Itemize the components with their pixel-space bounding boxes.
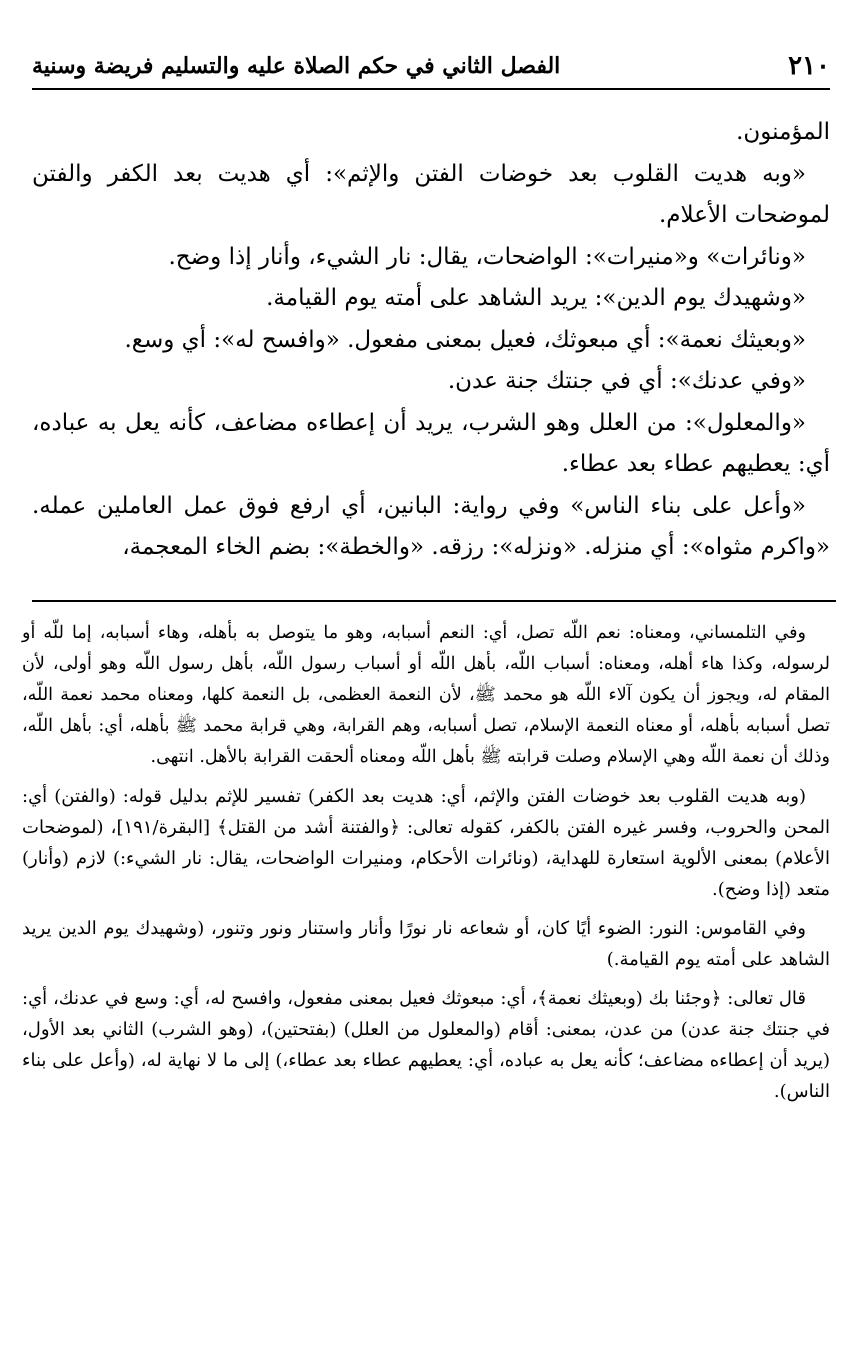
commentary-text [22,618,830,1107]
main-paragraph: «ونائرات» و«منيرات»: الواضحات، يقال: نار الشيء، وأنار إذا وضح. [168,243,806,270]
main-paragraph: «وفي عدنك»: أي في جنتك جنة عدن. [447,368,806,394]
main-paragraph: «وأعل على بناء الناس» وفي رواية: البانين، أي ارفع فوق عمل العاملين عمله. «واكرم مثواه»: أي منزله. «ونزله»: رزقه. «والخطة»: بضم الخاء المعجمة، [32,492,830,560]
section-divider [32,600,836,602]
page-number: ٢١٠ [788,51,830,81]
commentary-paragraph: قال تعالى: ﴿وجئنا بك (وبعيثك نعمة﴾، أي: مبعوثك فعيل بمعنى مفعول، وافسح له، أي: وسع في عدنك، أي: في جنتك جنة عدن) من عدن، بمعنى: أقام (والمعلول من العلل) (بفتحتين)، (وهو الشرب) الثاني بعد الأول، (يريد أن إعطاءه مضاعف؛ كأنه يعل به عباده، أي: يعطيهم عطاء بعد عطاء،) إلى ما لا نهاية له، (وأعل على بناء الناس). [22,988,830,1102]
page-header [32,44,830,90]
main-text [32,112,830,569]
commentary-paragraph: وفي القاموس: النور: الضوء أيًا كان، أو شعاعه نار نورًا وأنار واستنار ونور وتنور، (وشهيدك يوم الدين يريد الشاهد على أمته يوم القيامة.) [22,918,830,970]
main-paragraph: «والمعلول»: من العلل وهو الشرب، يريد أن إعطاءه مضاعف، كأنه يعل به عباده، أي: يعطيهم عطاء بعد عطاء. [32,409,830,477]
main-paragraph: «وشهيدك يوم الدين»: يريد الشاهد على أمته يوم القيامة. [266,285,806,311]
commentary-paragraph: (وبه هديت القلوب بعد خوضات الفتن والإثم، أي: هديت بعد الكفر) تفسير للإثم بدليل قوله: (والفتن) أي: المحن والحروب، وفسر غيره الفتن بالكفر، كقوله تعالى: ﴿والفتنة أشد من القتل﴾ [البقرة/١٩١]، (لموضحات الأعلام) بمعنى الألوية استعارة للهداية، (ونائرات الأحكام، ومنيرات الواضحات، يقال: نار الشيء:) لازم (وأنار) متعد (إذا وضح). [22,786,830,900]
main-paragraph: «وبه هديت القلوب بعد خوضات الفتن والإثم»: أي هديت بعد الكفر والفتن لموضحات الأعلام. [32,160,830,228]
main-paragraph: «وبعيثك نعمة»: أي مبعوثك، فعيل بمعنى مفعول. «وافسح له»: أي وسع. [124,326,806,353]
running-title: الفصل الثاني في حكم الصلاة عليه والتسليم فريضة وسنية [32,53,561,79]
commentary-paragraph: وفي التلمساني، ومعناه: نعم اللّه تصل، أي: النعم أسبابه، وهو ما يتوصل به بأهله، وهاء أسبابه، إما للّه أو لرسوله، وكذا هاء أهله، ومعناه: أسباب اللّه، بأهل اللّه أو أسباب رسول اللّه، بأهل رسول اللّه وهو أولى، لأن المقام له، ويجوز أن يكون آلاء اللّه هو محمد ﷺ، لأن النعمة العظمى، بل النعمة كلها، ومعناه محمد نعمة اللّه، تصل أسبابه بأهله، أو معناه النعمة الإسلام، تصل أسبابه، وهم القرابة، وهي قرابة محمد ﷺ بأهله، أي: بأهل اللّه، وذلك أن نعمة اللّه وهي الإسلام وصلت قرابته ﷺ بأهل اللّه ومعناه ألحقت القرابة بالأهل. انتهى. [22,623,830,767]
main-paragraph: المؤمنون. [736,119,830,145]
